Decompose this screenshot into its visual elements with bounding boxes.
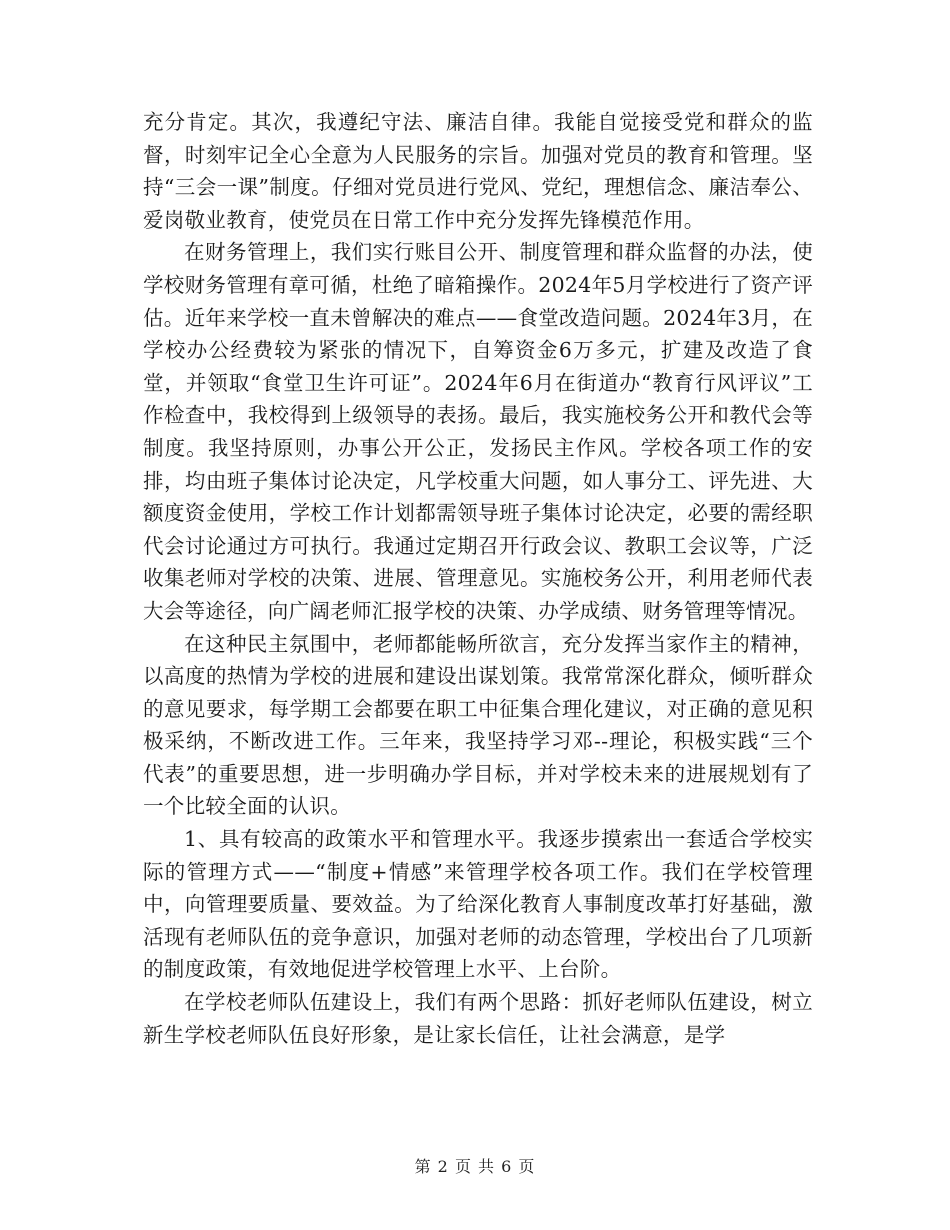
paragraph-3: 在这种民主氛围中，老师都能畅所欲言，充分发挥当家作主的精神，以高度的热情为学校的进展和建设出谋划策。我常常深化群众，倾听群众的意见要求，每学期工会都要在职工中征集合理化建议，对正确的意见积极采纳，不断改进工作。三年来，我坚持学习邓--理论，积极实践“三个代表”的重要思想，进一步明确办学目标，并对学校未来的进展规划有了一个比较全面的认识。 bbox=[143, 631, 813, 819]
page-footer: 第 2 页 共 6 页 bbox=[414, 1157, 536, 1176]
paragraph-2: 在财务管理上，我们实行账目公开、制度管理和群众监督的办法，使学校财务管理有章可循，杜绝了暗箱操作。2024年5月学校进行了资产评估。近年来学校一直未曾解决的难点——食堂改造问题。2024年3月，在学校办公经费较为紧张的情况下，自筹资金6万多元，扩建及改造了食堂，并领取“食堂卫生许可证”。2024年6月在街道办“教育行风评议”工作检查中，我校得到上级领导的表扬。最后，我实施校务公开和教代会等制度。我坚持原则，办事公开公正，发扬民主作风。学校各项工作的安排，均由班子集体讨论决定，凡学校重大问题，如人事分工、评先进、大额度资金使用，学校工作计划都需领导班子集体讨论决定，必要的需经职代会讨论通过方可执行。我通过定期召开行政会议、教职工会议等，广泛收集老师对学校的决策、进展、管理意见。实施校务公开，利用老师代表大会等途径，向广阔老师汇报学校的决策、办学成绩、财务管理等情况。 bbox=[143, 240, 813, 623]
paragraph-1: 充分肯定。其次，我遵纪守法、廉洁自律。我能自觉接受党和群众的监督，时刻牢记全心全意为人民服务的宗旨。加强对党员的教育和管理。坚持“三会一课”制度。仔细对党员进行党风、党纪，理想信念、廉洁奉公、爱岗敬业教育，使党员在日常工作中充分发挥先锋模范作用。 bbox=[143, 110, 813, 232]
paragraph-5: 在学校老师队伍建设上，我们有两个思路：抓好老师队伍建设，树立新生学校老师队伍良好形象，是让家长信任，让社会满意，是学 bbox=[143, 990, 813, 1047]
paragraph-4: 1、具有较高的政策水平和管理水平。我逐步摸索出一套适合学校实际的管理方式——“制度+情感”来管理学校各项工作。我们在学校管理中，向管理要质量、要效益。为了给深化教育人事制度改革打好基础，激活现有老师队伍的竞争意识，加强对老师的动态管理，学校出台了几项新的制度政策，有效地促进学校管理上水平、上台阶。 bbox=[143, 827, 813, 982]
document-body bbox=[143, 106, 813, 1051]
